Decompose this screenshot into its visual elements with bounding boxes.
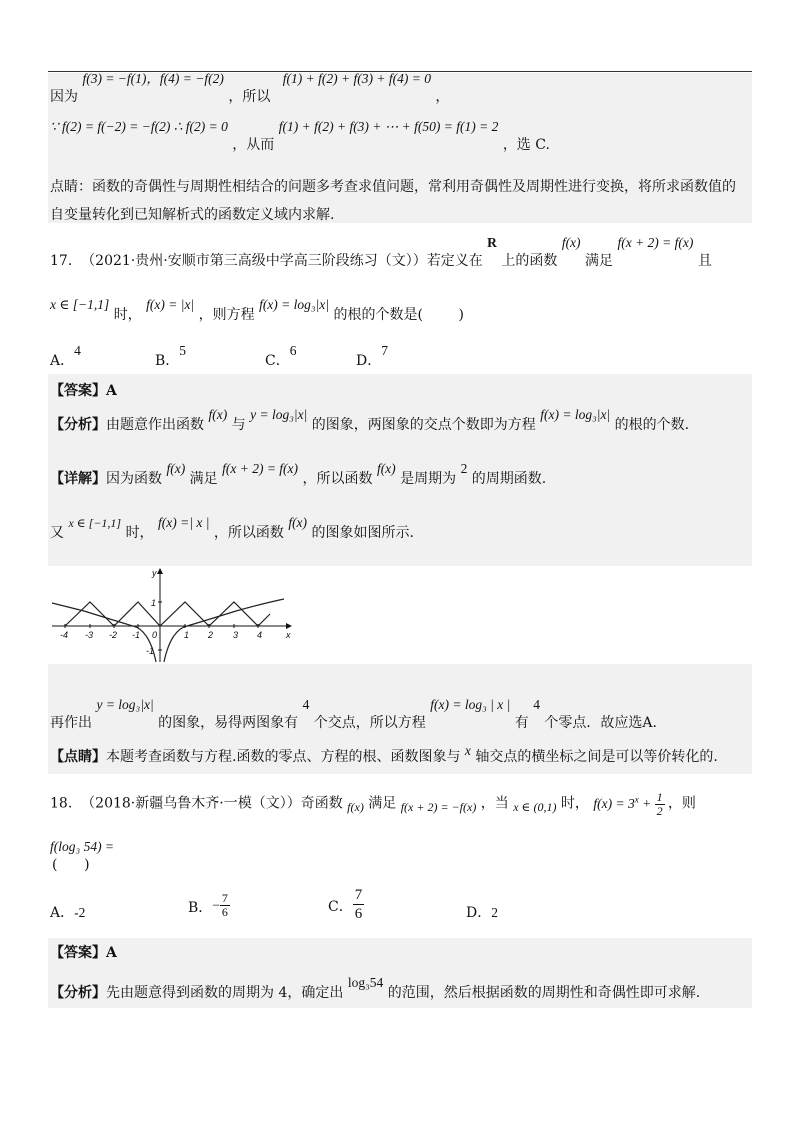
s16-l1-end: ， [435, 89, 450, 105]
frac-den: 2 [656, 803, 663, 818]
q18-def-plus: + [638, 795, 655, 811]
function-graph [48, 566, 294, 664]
q17-analysis-b: 与 [231, 417, 246, 433]
q17-detail-a: 因为函数 [106, 471, 162, 487]
option-letter: B． [155, 353, 180, 369]
q17-option-b[interactable] [155, 343, 187, 370]
q18-analysis-b: 的范围，然后根据函数的周期性和奇偶性即可求解. [387, 985, 701, 1001]
q17-analysis [50, 407, 690, 434]
q17-redraw-d: 有 [514, 715, 529, 731]
q17-redraw-b: 的图象，易得两图象有 [158, 715, 299, 731]
q18-option-b[interactable] [188, 892, 230, 919]
q17-analysis-tag: 【分析】 [50, 417, 106, 433]
q17-tip-b: 轴交点的横坐标之间是可以等价转化的. [475, 749, 718, 765]
y-axis-arrow [157, 568, 163, 574]
frac-num: 7 [354, 887, 363, 903]
y-tick-label: 1 [151, 598, 157, 608]
q17-option-d[interactable] [356, 343, 388, 370]
q18-analysis [50, 975, 701, 1002]
q17-detail-e: 的周期函数. [471, 471, 547, 487]
q17-redraw-a: 再作出 [50, 715, 92, 731]
s16-l2-end: ，选 C. [502, 137, 550, 153]
frac-den: 6 [221, 905, 228, 919]
q18-stem-a: 18. （2018·新疆乌鲁木齐·一模（文））奇函数 [50, 795, 343, 812]
q17-analysis-d: 的根的个数. [614, 417, 690, 433]
q18-stem-d: 时， [560, 795, 589, 812]
frac-den: 6 [354, 906, 363, 922]
frac-num: 1 [656, 789, 663, 804]
x-axis-label: x [286, 630, 291, 640]
q18-def [593, 789, 668, 818]
option-letter: A． [50, 905, 75, 921]
option-letter: D． [466, 905, 492, 921]
q18-target: f(log₃ 54) = [50, 839, 115, 854]
q17-detail-tag: 【详解】 [50, 471, 106, 487]
option-sign: − [212, 897, 220, 913]
q17-option-c[interactable] [265, 343, 297, 370]
q17-stem-c: 满足 [585, 253, 613, 269]
s16-tip-line2: 自变量转化到已知解析式的函数定义域内求解. [50, 207, 335, 223]
q17-also-b: 时， [125, 525, 154, 541]
q18-line2 [50, 838, 114, 856]
option-value: 7 [381, 343, 388, 358]
q18-def-base: f(x) = 3 [593, 795, 635, 811]
q18-option-c[interactable] [328, 886, 364, 923]
q18-odd-cond: f(x + 2) = −f(x) [400, 799, 477, 814]
x-tick-label: -3 [85, 630, 94, 640]
q17-analysis-fx: f(x) [208, 407, 228, 422]
option-value: 4 [74, 343, 81, 358]
option-value: 5 [179, 343, 187, 358]
q18-def-frac [655, 791, 665, 818]
q18-stem-e: ，则 [667, 795, 696, 812]
q17-also-a: 又 [50, 525, 64, 541]
option-letter: C． [265, 353, 290, 369]
q18-fx: f(x) [347, 799, 364, 814]
q17-stem-a: 17. （2021·贵州·安顺市第三高级中学高三阶段练习（文））若定义在 [50, 253, 483, 269]
q18-option-a[interactable] [50, 902, 85, 922]
q18-stem-b: 满足 [368, 795, 397, 812]
option-letter: D． [356, 353, 382, 369]
q17-also-domain: x ∈ [−1,1] [68, 516, 122, 530]
s16-l1-pre: 因为 [50, 89, 78, 105]
q17-tip-a: 本题考查函数与方程.函数的零点、方程的根、函数图象与 [106, 749, 461, 765]
q17-l2-t3: 的根的个数是( ) [333, 307, 464, 323]
q17-fx: f(x) [561, 235, 581, 250]
x-tick-label: -2 [109, 630, 118, 640]
q17-analysis-log: y = log₃|x| [250, 407, 308, 422]
q18-paren: ( ) [52, 857, 90, 873]
x-tick-label: 2 [208, 630, 214, 640]
q17-redraw-c: 个交点，所以方程 [313, 715, 426, 731]
q17-l2-t1: 时， [113, 307, 142, 323]
q18-analysis-a: 先由题意得到函数的周期为 4，确定出 [106, 985, 344, 1001]
q17-real-set: R [487, 235, 497, 250]
x-axis-arrow [286, 623, 292, 629]
q17-condition: f(x + 2) = f(x) [617, 235, 694, 250]
x-tick-label: 4 [257, 630, 263, 640]
option-frac [353, 886, 365, 923]
q17-redraw-count: 4 [302, 697, 310, 712]
q17-also-c: ，所以函数 [213, 525, 284, 541]
y-tick-label: -1 [146, 646, 155, 656]
q17-also-fx: f(x) =| x | [158, 515, 210, 530]
q17-stem-d: 且 [697, 253, 712, 269]
q17-also-d: 的图象如图所示. [311, 525, 414, 541]
q17-detail-d: 是周期为 [400, 471, 457, 487]
q18-interval: x ∈ (0,1) [513, 799, 557, 814]
option-letter: A． [50, 353, 75, 369]
q17-stem [50, 235, 712, 269]
s16-l2-math2: f(1) + f(2) + f(3) + ⋯ + f(50) = f(1) = 2 [278, 119, 499, 134]
x-tick-label: -4 [60, 630, 69, 640]
q18-analysis-tag: 【分析】 [50, 985, 106, 1001]
q17-redraw [50, 697, 657, 731]
frac-num: 7 [221, 891, 228, 905]
option-letter: C． [328, 898, 353, 915]
q17-also [50, 515, 414, 542]
s16-l1-math2: f(1) + f(2) + f(3) + f(4) = 0 [282, 71, 431, 86]
option-frac [220, 892, 230, 919]
q17-line2 [50, 297, 464, 324]
x-tick-label: -1 [132, 630, 141, 640]
q17-redraw-e: 个零点．故应选A. [544, 715, 657, 731]
s16-l1-math1: f(3) = −f(1)，f(4) = −f(2) [82, 71, 224, 86]
q17-analysis-c: 的图象，两图象的交点个数即为方程 [311, 417, 536, 433]
q18-analysis-log: log₃54 [347, 975, 384, 990]
q17-stem-b: 上的函数 [501, 253, 558, 269]
q17-detail-fx2: f(x) [376, 461, 396, 476]
q17-equation: f(x) = log₃|x| [259, 297, 330, 312]
option-value: 6 [289, 343, 297, 358]
q17-tip [50, 743, 718, 766]
s16-line1 [50, 71, 450, 105]
q17-detail [50, 461, 547, 488]
q17-option-a[interactable] [50, 343, 81, 370]
q17-domain: x ∈ [−1,1] [50, 297, 110, 312]
q18-stem [50, 790, 696, 818]
option-value: 2 [491, 905, 498, 920]
q17-analysis-eq: f(x) = log₃|x| [540, 407, 611, 422]
s16-l1-mid: ，所以 [228, 89, 271, 105]
option-letter: B． [188, 899, 213, 916]
q17-redraw-zeros: 4 [533, 697, 540, 712]
q17-also-fx2: f(x) [288, 515, 308, 530]
x-tick-label: 0 [152, 630, 158, 640]
q17-l2-t2: ，则方程 [198, 307, 255, 323]
periodic-abs-curve [65, 602, 270, 626]
q17-detail-c: ，所以函数 [302, 471, 373, 487]
graph-svg [48, 566, 294, 664]
q17-tip-tag: 【点睛】 [50, 749, 106, 765]
q17-redraw-log: y = log₃|x| [96, 697, 154, 712]
x-tick-label: 3 [233, 630, 239, 640]
q17-detail-b: 满足 [189, 471, 218, 487]
q17-detail-period: 2 [460, 461, 468, 476]
s16-l2-math1: ∵ f(2) = f(−2) = −f(2) ∴ f(2) = 0 [50, 119, 228, 134]
q17-tip-x: x [464, 743, 471, 758]
q18-stem-c: ，当 [480, 795, 509, 812]
q17-redraw-eq: f(x) = log₃ | x | [430, 697, 511, 712]
q17-detail-fx: f(x) [166, 461, 186, 476]
q18-option-d[interactable] [466, 902, 498, 922]
q17-answer: 【答案】A [50, 383, 117, 399]
log-curve-right [164, 599, 284, 662]
q17-detail-cond: f(x + 2) = f(x) [222, 461, 299, 476]
option-value: -2 [74, 905, 86, 920]
y-axis-label: y [152, 568, 157, 578]
q18-answer: 【答案】A [50, 945, 117, 961]
s16-tip-line1: 点睛：函数的奇偶性与周期性相结合的问题多考查求值问题，常利用奇偶性及周期性进行变换，将所求函数值的 [50, 179, 736, 195]
s16-line2 [50, 119, 550, 153]
x-tick-label: 1 [184, 630, 190, 640]
q17-fx-abs: f(x) = |x| [146, 297, 195, 312]
q17-analysis-a: 由题意作出函数 [106, 417, 204, 433]
q18-def-exp: x [634, 794, 639, 804]
s16-l2-mid: ，从而 [232, 137, 275, 153]
